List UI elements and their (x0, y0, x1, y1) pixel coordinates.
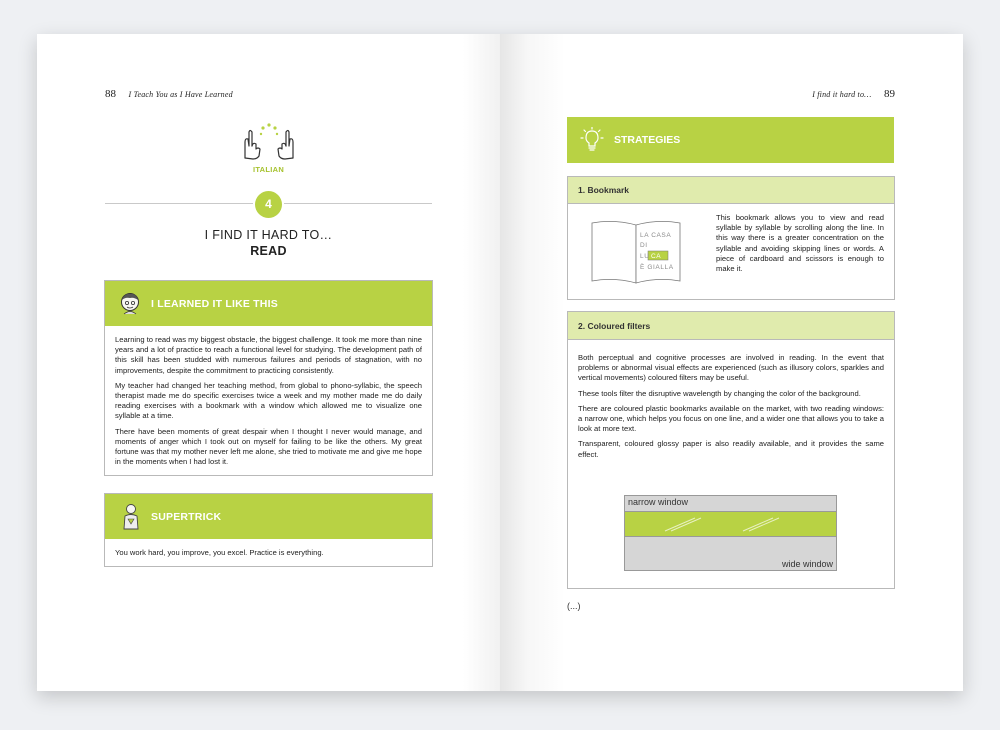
bookmark-word: È GIALLA (640, 264, 674, 271)
filter-bookmark-diagram (624, 495, 837, 571)
filters-text (578, 353, 884, 465)
bookmark-word: DI (640, 242, 648, 249)
learned-it-header (105, 281, 432, 326)
chapter-title-line2: READ (250, 244, 287, 258)
left-page (37, 34, 500, 691)
learned-paragraph: My teacher had changed her teaching method, from global to phono-syllabic, the speech therapist made me do specific exercises twice a week and my mother made me do daily reading exercises with a bookmark with a window which allowed me to visualize one syllable at a time. (115, 380, 422, 421)
chapter-divider-left (105, 203, 253, 204)
filters-paragraph: These tools filter the disruptive wavelength by changing the color of the background. (578, 388, 861, 398)
filters-paragraph: There are coloured plastic bookmarks available on the market, with two reading windows: a narrow one, which helps you focus on one line, and a wider one that allows you to take a look at more text. (578, 403, 884, 434)
learned-paragraph: Learning to read was my biggest obstacle, the biggest challenge. It took me more than nine years and a lot of practice to reach a functional level for studying. The development path of this skill has been studded with numerous failures and periods of stagnation, with no improvements, despite the commitment to practicing consistently. (115, 335, 422, 375)
chapter-number-badge (255, 191, 282, 218)
bookmark-illustration (588, 217, 684, 287)
chapter-title-line1: I FIND IT HARD TO… (204, 228, 333, 242)
filters-paragraph: Transparent, coloured glossy paper is also readily available, and it provides the same effect. (578, 439, 884, 459)
narrow-window-label: narrow window (628, 497, 689, 507)
continuation-ellipsis: (...) (567, 601, 581, 611)
strategies-heading: STRATEGIES (614, 134, 681, 146)
supertrick-heading: SUPERTRICK (151, 510, 222, 523)
filters-box (567, 311, 895, 589)
learned-it-box (104, 280, 433, 476)
right-page (500, 34, 963, 691)
pointing-hands-icon (237, 122, 301, 162)
bookmark-word: LU (640, 253, 650, 260)
learned-paragraph: There have been moments of great despair when I thought I never would manage, and moments of anger which I took out on myself for failing to be like the others. My great fortune was that my mother never left me alone, she tried to motivate me and give me hope in the moments when I had lost it. (115, 426, 422, 467)
boy-portrait-icon (119, 291, 141, 315)
filters-header (568, 312, 894, 340)
bookmark-text: This bookmark allows you to view and read syllable by syllable by scrolling along the line. In this way there is a greater concentration on the syllable and avoiding skipping lines or words. A piece of cardboard and scissors is enough to make it. (716, 213, 884, 274)
bookmark-heading: 1. Bookmark (578, 185, 630, 195)
right-running-title: I find it hard to… (812, 90, 872, 99)
left-running-head (105, 88, 233, 100)
supertrick-box (104, 493, 433, 567)
strategies-header (567, 117, 894, 163)
left-page-number: 88 (105, 88, 116, 100)
wide-window-label: wide window (781, 559, 833, 569)
bookmark-word: LA CASA (640, 232, 672, 239)
superhero-icon (121, 503, 141, 531)
book-spread (37, 34, 963, 691)
narrow-window-strip (625, 511, 836, 537)
chapter-number: 4 (265, 197, 272, 211)
lightbulb-icon (579, 127, 605, 153)
filters-heading: 2. Coloured filters (578, 320, 651, 331)
bookmark-word: CA (651, 253, 662, 260)
glossy-highlight-icon (625, 512, 836, 536)
bookmark-header (568, 177, 894, 204)
learned-it-heading: I LEARNED IT LIKE THIS (151, 297, 278, 310)
left-running-title: I Teach You as I Have Learned (128, 90, 233, 99)
right-page-number: 89 (884, 88, 895, 100)
bookmark-box (567, 176, 895, 300)
language-label: ITALIAN (252, 165, 285, 174)
filters-paragraph: Both perceptual and cognitive processes are involved in reading. In the event that problems or abnormal visual effects are experienced (such as illusory colors, sparkles and vertical movements) coloured filters may be useful. (578, 353, 884, 383)
supertrick-header (105, 494, 432, 539)
learned-it-text (115, 335, 422, 472)
supertrick-text: You work hard, you improve, you excel. Practice is everything. (115, 548, 324, 557)
chapter-divider-right (284, 203, 432, 204)
right-running-head (812, 88, 895, 100)
